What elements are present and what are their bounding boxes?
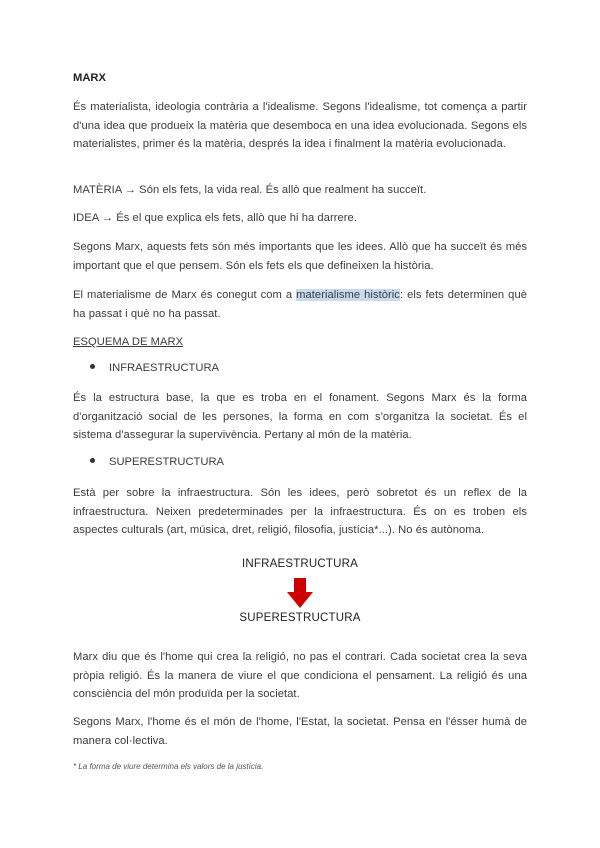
paragraph-intro: És materialista, ideologia contrària a l'idealisme. Segons l'idealisme, tot comença a partir d'una idea que produeix la matèria que desemboca en una idea evolucionada. Segons els materialistes, primer és la matèria, després la idea i finalment la matèria evolucionada. <box>73 101 527 150</box>
bullet-item-infraestructura <box>90 362 219 374</box>
bullet-label: SUPERESTRUCTURA <box>109 456 224 468</box>
paragraph-religio: Marx diu que és l'home qui crea la religió, no pas el contrari. Cada societat crea la seva pròpia religió. És la manera de viure el que condiciona el pensament. La religió és una consciència del món produïda per la societat. <box>73 651 527 700</box>
highlighted-text[interactable]: materialisme històric <box>296 289 400 301</box>
paragraph-idea: IDEA → És el que explica els fets, allò que hi ha darrere. <box>73 212 357 224</box>
diagram-bottom-label: SUPERESTRUCTURA <box>239 612 361 624</box>
paragraph-materialisme-historic <box>73 286 527 323</box>
bullet-icon <box>90 458 95 463</box>
paragraph-home: Segons Marx, l'home és el món de l'home, l'Estat, la societat. Pensa en l'ésser humà de manera col·lectiva. <box>73 716 527 747</box>
down-arrow-icon <box>287 578 313 608</box>
paragraph-superestructura: Està per sobre la infraestructura. Són les idees, però sobretot és un reflex de la infraestructura. Neixen predeterminades per la infraestructura. És on es troben els aspectes culturals (art, música, dret, religió, filosofia, justícia*...). No és autònoma. <box>73 487 527 536</box>
page-title: MARX <box>73 72 106 84</box>
section-heading: ESQUEMA DE MARX <box>73 336 184 348</box>
paragraph-materia: MATÈRIA → Són els fets, la vida real. És allò que realment ha succeït. <box>73 184 427 196</box>
footnote: * La forma de viure determina els valors de la justícia. <box>73 762 264 771</box>
bullet-item-superestructura <box>90 456 224 468</box>
paragraph-infraestructura: És la estructura base, la que es troba en el fonament. Segons Marx és la forma d'organització social de les persones, la forma en com s'organitza la societat. És el sistema d'assegurar la supervivència. Pertany al món de la matèria. <box>73 392 527 441</box>
text-fragment: El materialisme de Marx és conegut com a <box>73 289 297 301</box>
bullet-label: INFRAESTRUCTURA <box>109 362 220 374</box>
bullet-icon <box>90 364 95 369</box>
diagram-top-label: INFRAESTRUCTURA <box>241 558 359 570</box>
text-fragment: : els fets determinen què ha passat i què no ha passat. <box>73 289 527 320</box>
paragraph-segons: Segons Marx, aquests fets són més importants que les idees. Allò que ha succeït és més important que el que pensem. Són els fets els que defineixen la història. <box>73 241 527 272</box>
